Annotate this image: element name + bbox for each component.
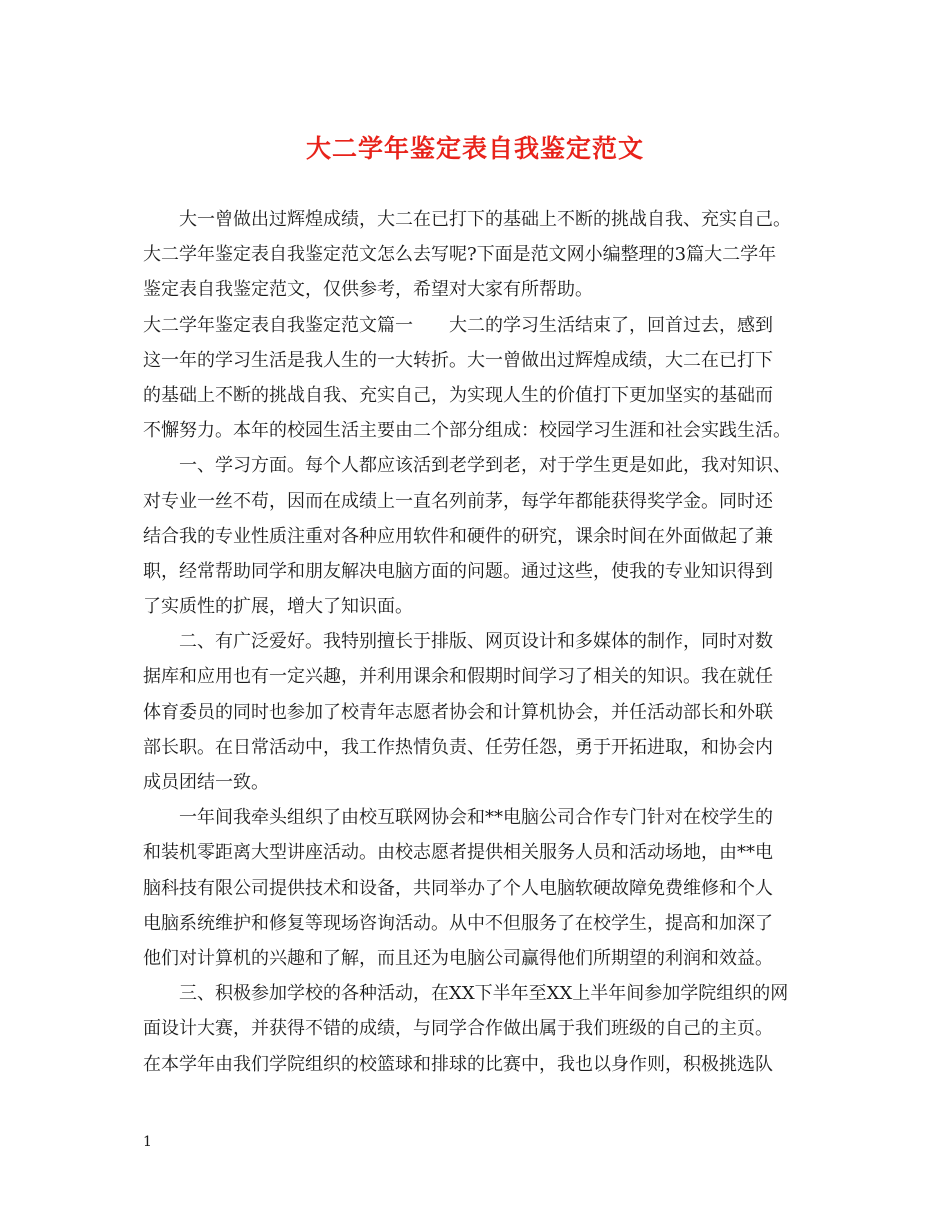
text-line: 部长职。在日常活动中，我工作热情负责、任劳任怨，勇于开拓进取，和协会内: [143, 736, 773, 758]
text-line: 大二学年鉴定表自我鉴定范文篇一 大二的学习生活结束了，回首过去，感到: [143, 314, 773, 336]
document-title: 大二学年鉴定表自我鉴定范文: [305, 134, 644, 163]
text-line: 他们对计算机的兴趣和了解，而且还为电脑公司赢得他们所期望的利润和效益。: [143, 947, 773, 969]
text-line: 结合我的专业性质注重对各种应用软件和硬件的研究，课余时间在外面做起了兼: [143, 525, 773, 547]
text-line: 据库和应用也有一定兴趣，并利用课余和假期时间学习了相关的知识。我在就任: [143, 666, 773, 688]
text-line: 了实质性的扩展，增大了知识面。: [143, 596, 413, 618]
text-line: 电脑系统维护和修复等现场咨询活动。从中不但服务了在校学生，提高和加深了: [143, 912, 773, 934]
text-line: 大二学年鉴定表自我鉴定范文怎么去写呢?下面是范文网小编整理的3篇大二学年: [143, 244, 777, 266]
text-line: 这一年的学习生活是我人生的一大转折。大一曾做出过辉煌成绩，大二在已打下: [143, 349, 773, 371]
text-line: 三、积极参加学校的各种活动，在XX下半年至XX上半年间参加学院组织的网: [179, 983, 789, 1005]
text-line: 一、学习方面。每个人都应该活到老学到老，对于学生更是如此，我对知识、: [179, 455, 791, 477]
text-line: 的基础上不断的挑战自我、充实自己，为实现人生的价值打下更加坚实的基础而: [143, 384, 773, 406]
text-line: 脑科技有限公司提供技术和设备，共同举办了个人电脑软硬故障免费维修和个人: [143, 877, 773, 899]
text-line: 一年间我牵头组织了由校互联网协会和**电脑公司合作专门针对在校学生的: [179, 807, 773, 829]
text-line: 体育委员的同时也参加了校青年志愿者协会和计算机协会，并任活动部长和外联: [143, 701, 773, 723]
text-line: 二、有广泛爱好。我特别擅长于排版、网页设计和多媒体的制作，同时对数: [179, 631, 773, 653]
text-line: 面设计大赛，并获得不错的成绩，与同学合作做出属于我们班级的自己的主页。: [143, 1018, 773, 1040]
text-line: 对专业一丝不苟，因而在成绩上一直名列前茅，每学年都能获得奖学金。同时还: [143, 490, 773, 512]
text-line: 大一曾做出过辉煌成绩，大二在已打下的基础上不断的挑战自我、充实自己。: [179, 209, 791, 230]
text-line: 不懈努力。本年的校园生活主要由二个部分组成：校园学习生涯和社会实践生活。: [143, 420, 791, 442]
text-line: 鉴定表自我鉴定范文，仅供参考，希望对大家有所帮助。: [143, 279, 593, 301]
document-body: [143, 202, 823, 1082]
text-line: 在本学年由我们学院组织的校篮球和排球的比赛中，我也以身作则，积极挑选队: [143, 1053, 773, 1075]
text-line: 职，经常帮助同学和朋友解决电脑方面的问题。通过这些，使我的专业知识得到: [143, 560, 773, 582]
page-number: 1: [143, 1134, 152, 1150]
text-line: 成员团结一致。: [143, 772, 269, 793]
text-line: 和装机零距离大型讲座活动。由校志愿者提供相关服务人员和活动场地，由**电: [143, 842, 773, 864]
